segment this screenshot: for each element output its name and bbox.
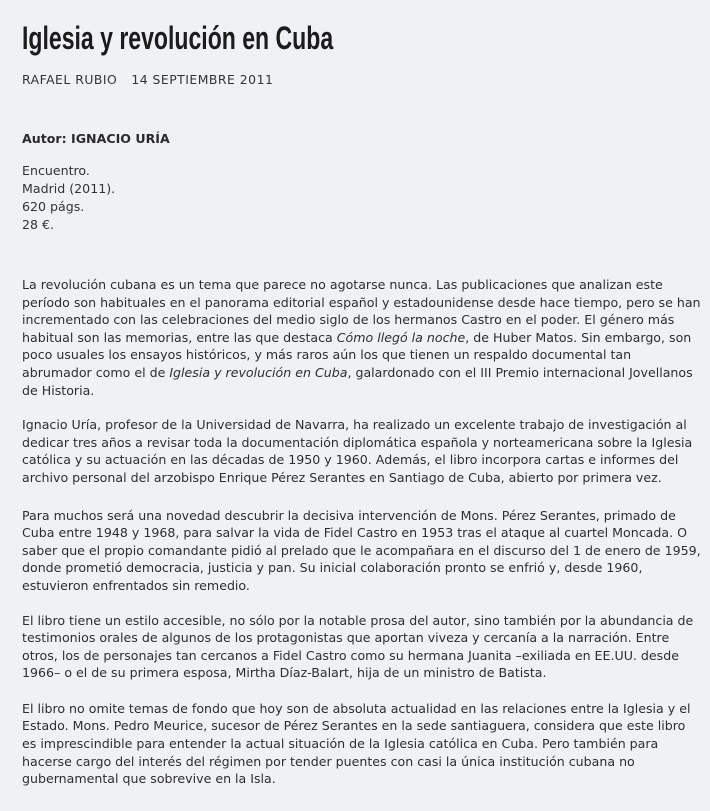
- book-publisher: Encuentro.: [22, 163, 90, 178]
- book-price: 28 €.: [22, 217, 55, 232]
- paragraph-1: [22, 276, 702, 399]
- book-title-matos: Cómo llegó la noche: [336, 329, 466, 345]
- byline: [22, 72, 273, 87]
- paragraph-1-text-c: , galardonado con el III Premio internacional Jovellanos de Historia.: [22, 364, 693, 398]
- article-date: 14 SEPTIEMBRE 2011: [131, 72, 274, 87]
- book-details: [22, 162, 115, 234]
- book-author: Autor: IGNACIO URÍA: [22, 131, 170, 146]
- paragraph-1-text-b: , de Huber Matos. Sin embargo, son poco usuales los ensayos históricos, y más raros aún los que tienen un respaldo documental tan abrumador como el de: [22, 329, 692, 380]
- book-place-year: Madrid (2011).: [22, 181, 116, 196]
- paragraph-3: Para muchos será una novedad descubrir la decisiva intervención de Mons. Pérez Serantes, primado de Cuba entre 1948 y 1968, para salvar la vida de Fidel Castro en 1953 tras el ataque al cuartel Moncada. O saber que el propio comandante pidió al prelado que le acompañara en el discurso del 1 de enero de 1959, donde prometió democracia, justicia y pan. Su inicial colaboración pronto se enfrió y, desde 1960, estuvieron enfrentados sin remedio.: [22, 507, 701, 593]
- book-title-uria: Iglesia y revolución en Cuba: [169, 364, 348, 380]
- book-pages: 620 págs.: [22, 199, 85, 214]
- paragraph-2: Ignacio Uría, profesor de la Universidad de Navarra, ha realizado un excelente trabajo de investigación al dedicar tres años a revisar toda la documentación diplomática española y norteamericana sobre la Iglesia católica y su actuación en las décadas de 1950 y 1960. Además, el libro incorpora cartas e informes del archivo personal del arzobispo Enrique Pérez Serantes en Santiago de Cuba, abierto por primera vez.: [22, 417, 693, 485]
- paragraph-5: El libro no omite temas de fondo que hoy son de absoluta actualidad en las relaciones entre la Iglesia y el Estado. Mons. Pedro Meurice, sucesor de Pérez Serantes en la sede santiaguera, considera que este libro es imprescindible para entender la actual situación de la Iglesia católica en Cuba. Pero también para hacerse cargo del interés del régimen por tender puentes con casi la única institución cubana no gubernamental que sobrevive en la Isla.: [22, 700, 691, 787]
- article-title: Iglesia y revolución en Cuba: [22, 20, 334, 56]
- article-body: [22, 276, 702, 805]
- paragraph-1-text-a: La revolución cubana es un tema que parece no agotarse nunca. Las publicaciones que analizan este período son habituales en el panorama editorial español y estadounidense desde hace tiempo, pero se han incrementado con las celebraciones del medio siglo de los hermanos Castro en el poder. El género más habitual son las memorias, entre las que destaca: [22, 277, 701, 345]
- article-author: RAFAEL RUBIO: [22, 72, 118, 87]
- paragraph-4: El libro tiene un estilo accesible, no sólo por la notable prosa del autor, sino también por la abundancia de testimonios orales de algunos de los protagonistas que aportan viveza y cercanía a la narración. Entre otros, los de personajes tan cercanos a Fidel Castro como su hermana Juanita –exiliada en EE.UU. desde 1966– o el de su primera esposa, Mirtha Díaz-Balart, hija de un ministro de Batista.: [22, 612, 694, 681]
